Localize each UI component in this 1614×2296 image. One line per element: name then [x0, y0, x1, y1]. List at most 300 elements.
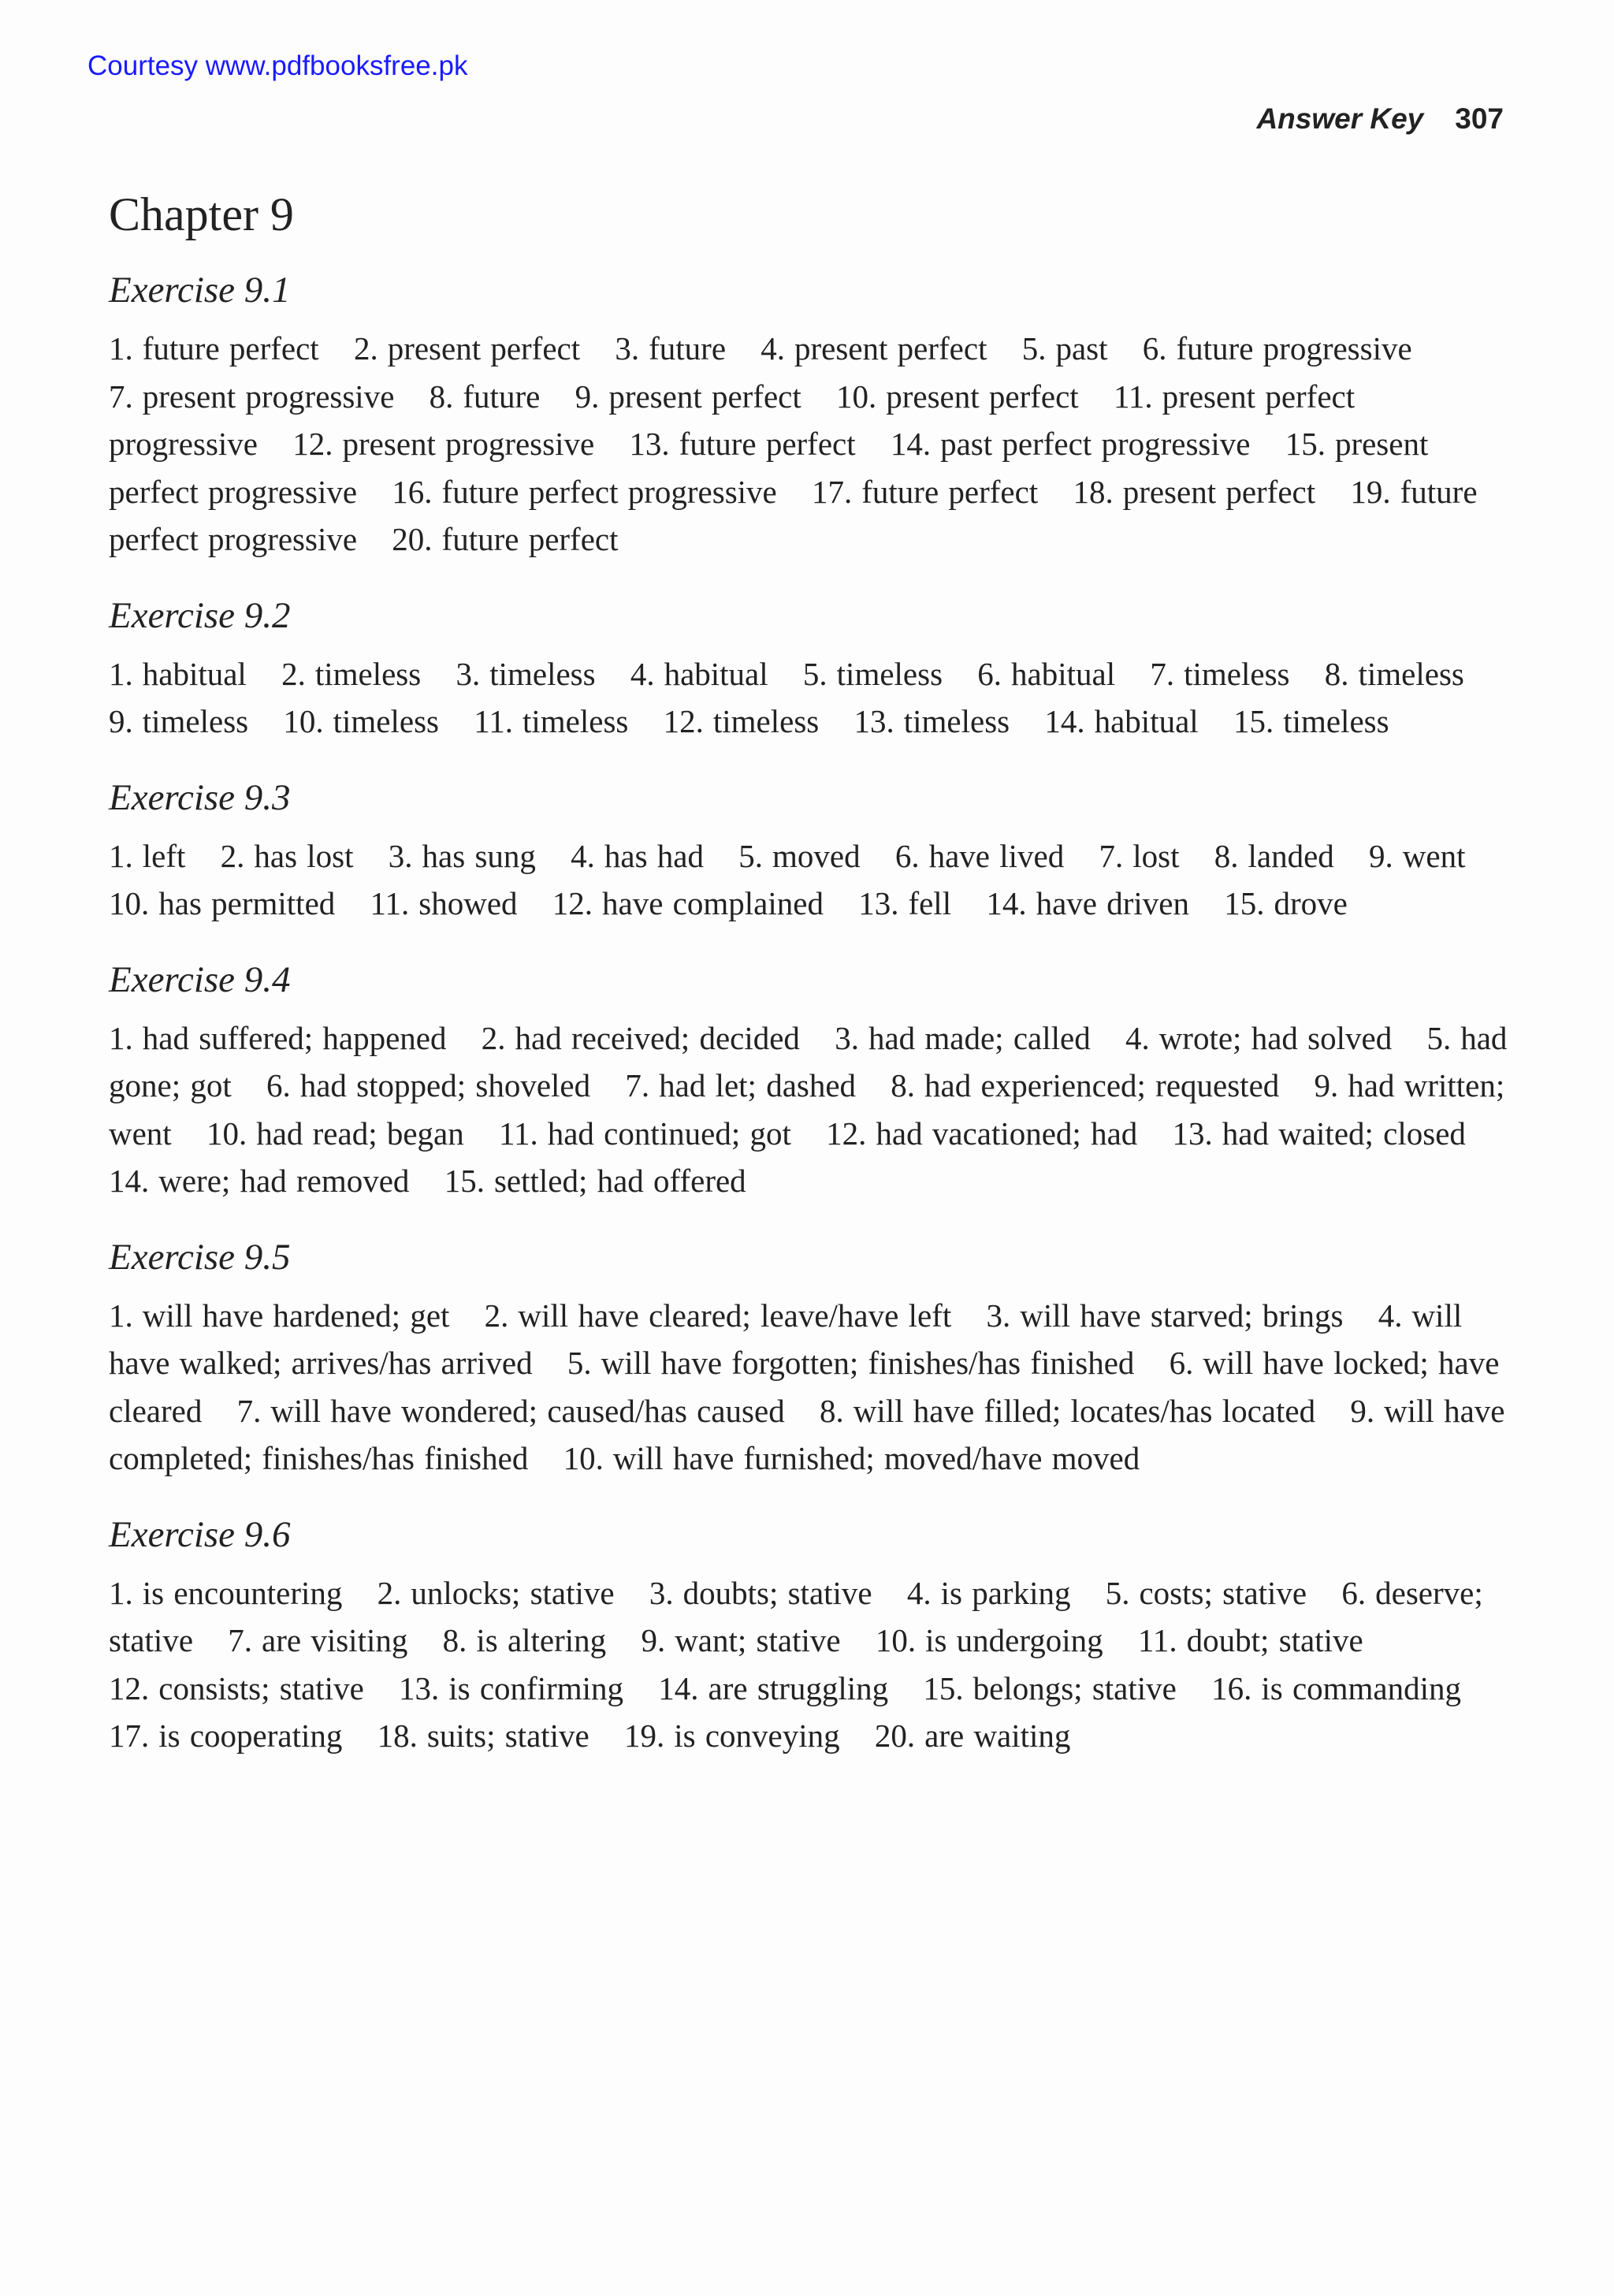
answer-text: is confirming — [448, 1669, 624, 1706]
answer-number: 8. — [442, 1622, 467, 1658]
answer-text: had suffered; happened — [142, 1019, 447, 1056]
answer-number: 7. — [109, 378, 133, 415]
answer-text: future perfect — [861, 473, 1039, 510]
answer-text: present progressive — [142, 378, 395, 415]
exercise-section — [109, 592, 1512, 746]
answer-text: had experienced; requested — [924, 1067, 1280, 1103]
answer-item — [649, 1575, 872, 1611]
answer-text: are visiting — [262, 1622, 408, 1658]
answer-item — [1044, 703, 1198, 739]
answer-item — [392, 474, 776, 510]
answer-number: 7. — [236, 1392, 262, 1429]
answer-item — [443, 1622, 607, 1658]
answer-item — [399, 1670, 623, 1706]
answer-text: landed — [1248, 837, 1334, 874]
answer-number: 13. — [399, 1669, 440, 1706]
answer-item — [552, 885, 824, 921]
answer-item — [485, 1297, 952, 1334]
answer-text: showed — [418, 885, 518, 921]
answer-text: timeless — [142, 703, 249, 739]
courtesy-link[interactable]: Courtesy www.pdfbooksfree.pk — [87, 50, 468, 81]
answer-item — [206, 1115, 464, 1152]
answer-item — [891, 1067, 1279, 1103]
answer-text: future — [463, 378, 541, 415]
answer-number: 6. — [1341, 1574, 1367, 1611]
answer-number: 8. — [1214, 837, 1239, 874]
answer-text: future — [649, 330, 727, 367]
answer-number: 13. — [1172, 1115, 1213, 1152]
answer-number: 18. — [377, 1717, 418, 1754]
running-head-title: Answer Key — [1256, 102, 1424, 135]
answer-text: costs; stative — [1139, 1574, 1307, 1611]
answer-number: 2. — [353, 330, 378, 367]
answer-number: 6. — [894, 837, 920, 874]
answer-number: 3. — [456, 655, 481, 692]
answer-item — [895, 838, 1064, 874]
answer-number: 4. — [906, 1574, 932, 1611]
answer-text: is undergoing — [925, 1622, 1103, 1658]
answer-item — [835, 1020, 1091, 1056]
answer-list — [109, 1292, 1512, 1483]
answer-item — [221, 838, 354, 874]
answer-item — [1138, 1622, 1363, 1658]
answer-text: timeless — [489, 655, 596, 692]
answer-text: had gone; got — [109, 1019, 1508, 1103]
answer-item — [567, 1345, 1135, 1381]
answer-number: 8. — [429, 378, 454, 415]
answer-item — [292, 426, 594, 462]
answer-number: 1. — [109, 1019, 133, 1056]
answer-item — [266, 1067, 590, 1103]
answer-item — [923, 1670, 1176, 1706]
answer-number: 7. — [1099, 837, 1124, 874]
answer-text: timeless — [333, 703, 439, 739]
answer-number: 4. — [1378, 1297, 1403, 1334]
answer-text: timeless — [836, 655, 943, 692]
answer-text: had vacationed; had — [876, 1115, 1138, 1152]
answer-text: habitual — [664, 655, 768, 692]
answer-text: future perfect progressive — [109, 473, 1478, 557]
answer-number: 9. — [1350, 1392, 1375, 1429]
answer-item — [109, 1717, 342, 1754]
answer-text: past perfect progressive — [940, 426, 1251, 462]
answer-item — [1073, 474, 1315, 510]
answer-number: 15. — [923, 1669, 964, 1706]
exercise-section — [109, 1511, 1512, 1760]
answer-text: habitual — [142, 655, 247, 692]
answer-number: 2. — [377, 1574, 402, 1611]
answer-item — [812, 474, 1038, 510]
answer-item — [1173, 1115, 1466, 1152]
answer-text: had stopped; shoveled — [299, 1067, 591, 1103]
answer-item — [1143, 330, 1412, 367]
answer-item — [237, 1393, 785, 1429]
answer-number: 1. — [109, 1297, 133, 1334]
answer-item — [658, 1670, 888, 1706]
answer-item — [109, 885, 335, 921]
answer-item — [389, 838, 536, 874]
answer-item — [109, 378, 394, 415]
exercise-title: Exercise 9.1 — [109, 270, 291, 311]
answer-number: 6. — [1169, 1345, 1194, 1381]
answer-item — [986, 885, 1189, 921]
answer-item — [1099, 838, 1180, 874]
answer-number: 1. — [109, 330, 133, 367]
answer-text: is parking — [940, 1574, 1071, 1611]
answer-text: drove — [1274, 885, 1348, 921]
answer-number: 5. — [738, 837, 764, 874]
answer-text: present perfect — [387, 330, 581, 367]
answer-text: present perfect — [1122, 473, 1316, 510]
answer-number: 11. — [1113, 378, 1153, 415]
answer-item — [1369, 838, 1465, 874]
answer-item — [109, 838, 185, 874]
answer-number: 10. — [109, 885, 150, 921]
answer-number: 12. — [109, 1669, 150, 1706]
answer-item — [624, 1717, 840, 1754]
answer-number: 7. — [228, 1622, 253, 1658]
answer-text: is commanding — [1261, 1669, 1462, 1706]
answer-text: will have filled; locates/has located — [853, 1392, 1316, 1429]
answer-text: unlocks; stative — [411, 1574, 615, 1611]
answer-number: 17. — [109, 1717, 150, 1754]
answer-number: 9. — [109, 703, 133, 739]
answer-text: moved — [772, 837, 861, 874]
answer-item — [575, 378, 801, 415]
answer-number: 10. — [206, 1115, 247, 1152]
answer-text: present perfect — [608, 378, 801, 415]
exercise-title: Exercise 9.4 — [109, 958, 291, 1000]
answer-text: belongs; stative — [972, 1669, 1177, 1706]
answer-item — [629, 426, 855, 462]
answer-text: will have cleared; leave/have left — [518, 1297, 952, 1334]
answer-text: have lived — [928, 837, 1065, 874]
answer-number: 11. — [370, 885, 410, 921]
answer-list — [109, 325, 1512, 564]
answer-number: 15. — [1285, 426, 1326, 462]
answer-item — [499, 1115, 791, 1152]
answer-text: present perfect — [886, 378, 1079, 415]
answer-text: will have furnished; moved/have moved — [612, 1440, 1140, 1476]
exercise-section — [109, 956, 1512, 1205]
answer-number: 9. — [1314, 1067, 1339, 1103]
answer-item — [761, 330, 987, 367]
answer-text: is altering — [476, 1622, 607, 1658]
answer-item — [109, 1297, 449, 1334]
answer-number: 7. — [1150, 655, 1175, 692]
answer-item — [858, 885, 951, 921]
answer-number: 14. — [109, 1163, 150, 1199]
answer-number: 10. — [875, 1622, 917, 1658]
exercise-list — [109, 266, 1512, 1760]
answer-list — [109, 1014, 1512, 1205]
answer-text: past — [1055, 330, 1108, 367]
answer-text: are struggling — [708, 1669, 889, 1706]
answer-number: 15. — [444, 1163, 485, 1199]
answer-number: 6. — [977, 655, 1002, 692]
answer-number: 11. — [1137, 1622, 1177, 1658]
answer-number: 11. — [474, 703, 513, 739]
answer-item — [1325, 656, 1464, 692]
page-content — [109, 186, 1512, 1788]
answer-number: 5. — [1426, 1019, 1452, 1056]
answer-text: will have completed; finishes/has finished — [109, 1392, 1505, 1476]
answer-text: timeless — [522, 703, 629, 739]
answer-item — [1211, 1670, 1461, 1706]
answer-text: have complained — [602, 885, 824, 921]
answer-number: 8. — [1324, 655, 1349, 692]
answer-item — [228, 1622, 407, 1658]
answer-item — [615, 330, 726, 367]
answer-number: 15. — [1224, 885, 1265, 921]
exercise-section — [109, 1234, 1512, 1483]
answer-text: present perfect progressive — [109, 426, 1429, 510]
exercise-section — [109, 266, 1512, 564]
answer-text: consists; stative — [158, 1669, 364, 1706]
answer-number: 13. — [853, 703, 894, 739]
answer-number: 15. — [1233, 703, 1274, 739]
answer-number: 19. — [624, 1717, 665, 1754]
answer-item — [377, 1717, 589, 1754]
answer-text: has lost — [254, 837, 354, 874]
answer-text: are waiting — [924, 1717, 1071, 1754]
answer-number: 2. — [484, 1297, 509, 1334]
answer-text: is conveying — [674, 1717, 840, 1754]
answer-item — [109, 1575, 342, 1611]
exercise-section — [109, 774, 1512, 928]
answer-number: 16. — [1211, 1669, 1252, 1706]
answer-text: future progressive — [1176, 330, 1412, 367]
answer-text: settled; had offered — [493, 1163, 746, 1199]
answer-number: 5. — [567, 1345, 592, 1381]
answer-text: timeless — [712, 703, 820, 739]
answer-item — [1125, 1020, 1392, 1056]
answer-text: has sung — [422, 837, 536, 874]
answer-item — [109, 656, 247, 692]
answer-text: future perfect — [441, 521, 619, 557]
answer-list — [109, 650, 1512, 746]
answer-item — [907, 1575, 1071, 1611]
answer-number: 7. — [625, 1067, 650, 1103]
answer-item — [664, 703, 820, 739]
answer-item — [283, 703, 439, 739]
answer-number: 14. — [658, 1669, 699, 1706]
answer-item — [625, 1067, 856, 1103]
answer-number: 9. — [575, 378, 600, 415]
answer-text: deserve; stative — [109, 1574, 1483, 1658]
answer-number: 20. — [392, 521, 433, 557]
answer-item — [354, 330, 580, 367]
answer-text: will have starved; brings — [1020, 1297, 1344, 1334]
answer-item — [853, 703, 1010, 739]
answer-item — [875, 1717, 1071, 1754]
exercise-title: Exercise 9.6 — [109, 1513, 291, 1555]
answer-text: present perfect — [794, 330, 987, 367]
answer-item — [474, 703, 628, 739]
answer-item — [876, 1622, 1103, 1658]
answer-item — [977, 656, 1115, 692]
answer-text: had made; called — [868, 1019, 1091, 1056]
answer-text: habitual — [1094, 703, 1199, 739]
answer-number: 2. — [281, 655, 306, 692]
answer-number: 9. — [641, 1622, 666, 1658]
answer-number: 8. — [891, 1067, 916, 1103]
answer-item — [456, 656, 595, 692]
page-number: 307 — [1455, 102, 1504, 135]
answer-text: future perfect progressive — [441, 473, 777, 510]
answer-text: present perfect progressive — [109, 378, 1356, 462]
answer-text: will have forgotten; finishes/has finished — [601, 1345, 1135, 1381]
answer-number: 3. — [388, 837, 413, 874]
answer-text: timeless — [1184, 655, 1290, 692]
answer-item — [641, 1622, 840, 1658]
answer-text: will have hardened; get — [142, 1297, 450, 1334]
answer-number: 5. — [1021, 330, 1047, 367]
answer-number: 10. — [836, 378, 877, 415]
running-head — [1256, 102, 1504, 136]
answer-text: is cooperating — [158, 1717, 343, 1754]
answer-text: future perfect — [142, 330, 319, 367]
answer-text: left — [142, 837, 186, 874]
answer-text: will have walked; arrives/has arrived — [109, 1297, 1463, 1381]
answer-text: fell — [908, 885, 952, 921]
answer-text: had written; went — [109, 1067, 1505, 1152]
answer-text: had let; dashed — [659, 1067, 857, 1103]
answer-number: 12. — [292, 426, 333, 462]
answer-number: 11. — [499, 1115, 538, 1152]
answer-item — [1106, 1575, 1307, 1611]
answer-number: 8. — [819, 1392, 844, 1429]
answer-number: 9. — [1369, 837, 1393, 874]
answer-text: timeless — [903, 703, 1010, 739]
answer-number: 5. — [802, 655, 827, 692]
answer-item — [109, 1163, 409, 1199]
answer-number: 14. — [890, 426, 932, 462]
answer-number: 12. — [552, 885, 593, 921]
answer-item — [836, 378, 1079, 415]
answer-text: lost — [1132, 837, 1180, 874]
answer-text: suits; stative — [426, 1717, 589, 1754]
chapter-title: Chapter 9 — [109, 188, 294, 240]
answer-text: doubt; stative — [1186, 1622, 1363, 1658]
answer-text: wrote; had solved — [1158, 1019, 1393, 1056]
answer-item — [109, 330, 319, 367]
answer-text: timeless — [314, 655, 422, 692]
answer-number: 12. — [663, 703, 704, 739]
answer-text: had continued; got — [547, 1115, 791, 1152]
answer-text: will have locked; have cleared — [109, 1345, 1500, 1429]
answer-item — [1224, 885, 1348, 921]
answer-text: had waited; closed — [1222, 1115, 1466, 1152]
answer-text: timeless — [1283, 703, 1389, 739]
answer-number: 2. — [220, 837, 245, 874]
answer-text: have driven — [1036, 885, 1189, 921]
answer-item — [1150, 656, 1289, 692]
answer-item — [986, 1297, 1343, 1334]
answer-number: 16. — [392, 473, 433, 510]
exercise-title: Exercise 9.3 — [109, 776, 291, 818]
answer-text: future perfect — [679, 426, 856, 462]
answer-number: 2. — [481, 1019, 506, 1056]
answer-item — [1214, 838, 1334, 874]
answer-number: 13. — [629, 426, 670, 462]
answer-item — [820, 1393, 1315, 1429]
answer-number: 3. — [649, 1574, 674, 1611]
exercise-title: Exercise 9.5 — [109, 1236, 291, 1278]
answer-item — [826, 1115, 1137, 1152]
answer-item — [571, 838, 704, 874]
answer-item — [482, 1020, 800, 1056]
answer-number: 1. — [109, 1574, 133, 1611]
answer-text: will have wondered; caused/has caused — [270, 1392, 785, 1429]
answer-number: 10. — [563, 1440, 604, 1476]
answer-number: 6. — [1142, 330, 1167, 367]
answer-item — [109, 1020, 447, 1056]
answer-item — [1233, 703, 1389, 739]
answer-item — [803, 656, 943, 692]
answer-text: want; stative — [675, 1622, 841, 1658]
answer-text: had received; decided — [515, 1019, 800, 1056]
answer-number: 6. — [266, 1067, 291, 1103]
answer-number: 17. — [812, 473, 853, 510]
answer-number: 20. — [874, 1717, 916, 1754]
answer-item — [377, 1575, 615, 1611]
answer-number: 4. — [761, 330, 786, 367]
answer-text: present progressive — [342, 426, 595, 462]
answer-item — [891, 426, 1251, 462]
answer-number: 14. — [1044, 703, 1085, 739]
answer-item — [430, 378, 541, 415]
answer-number: 5. — [1105, 1574, 1130, 1611]
answer-number: 12. — [826, 1115, 867, 1152]
answer-text: had read; began — [256, 1115, 464, 1152]
answer-number: 13. — [858, 885, 899, 921]
answer-item — [563, 1440, 1140, 1476]
answer-text: timeless — [1358, 655, 1464, 692]
answer-item — [370, 885, 518, 921]
answer-item — [281, 656, 421, 692]
answer-number: 4. — [630, 655, 655, 692]
answer-item — [630, 656, 768, 692]
answer-item — [109, 1670, 364, 1706]
answer-item — [109, 703, 248, 739]
answer-number: 3. — [835, 1019, 859, 1056]
answer-text: were; had removed — [158, 1163, 410, 1199]
answer-item — [444, 1163, 746, 1199]
answer-text: habitual — [1011, 655, 1116, 692]
answer-number: 3. — [615, 330, 640, 367]
answer-item — [392, 521, 618, 557]
answer-text: has permitted — [158, 885, 336, 921]
answer-list — [109, 832, 1512, 928]
answer-list — [109, 1569, 1512, 1760]
answer-number: 10. — [283, 703, 324, 739]
answer-number: 14. — [986, 885, 1027, 921]
answer-text: doubts; stative — [682, 1574, 872, 1611]
answer-text: is encountering — [142, 1574, 343, 1611]
answer-text: went — [1402, 837, 1466, 874]
answer-number: 1. — [109, 837, 133, 874]
exercise-title: Exercise 9.2 — [109, 594, 291, 636]
answer-item — [1022, 330, 1108, 367]
answer-number: 18. — [1073, 473, 1114, 510]
answer-number: 1. — [109, 655, 133, 692]
answer-number: 19. — [1350, 473, 1391, 510]
answer-number: 3. — [986, 1297, 1011, 1334]
answer-number: 4. — [1125, 1019, 1150, 1056]
answer-text: has had — [604, 837, 705, 874]
answer-number: 4. — [571, 837, 595, 874]
